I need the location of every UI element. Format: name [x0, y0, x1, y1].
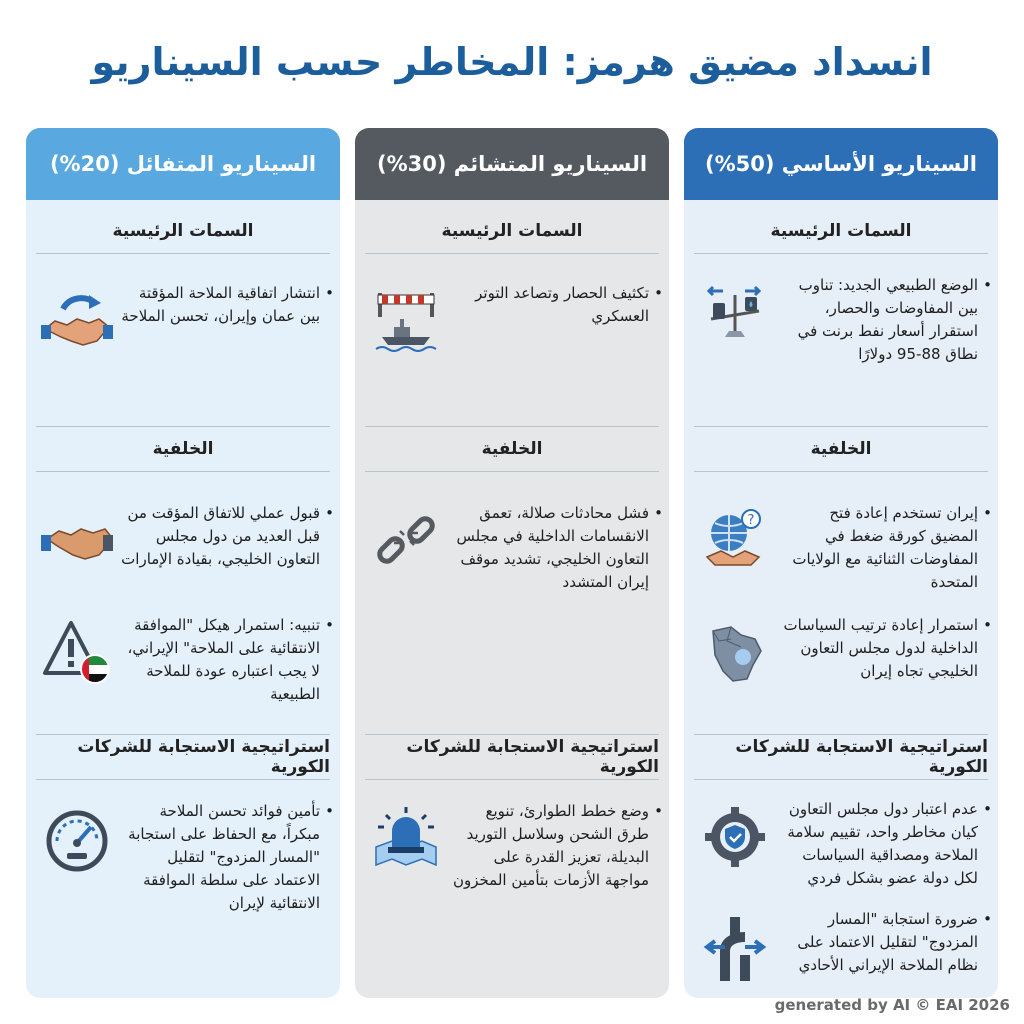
column-pessimistic-scenario	[355, 128, 669, 998]
item-text: • ضرورة استجابة "المسار المزدوج" لتقليل الاعتماد على نظام الملاحة الإيراني الأحادي	[774, 908, 998, 977]
column-base-scenario	[684, 128, 998, 998]
list-item	[355, 282, 669, 360]
item-text: • تأمين فوائد تحسن الملاحة مبكراً، مع الحفاظ على استجابة "المسار المزدوج" لتقليل الاعتماد على سلطة الموافقة الانتقائية لإيران	[116, 800, 340, 915]
column-header: السيناريو المتفائل (20%)	[26, 128, 340, 200]
gulf-map-icon	[696, 614, 774, 692]
svg-text:?: ?	[747, 513, 755, 528]
page-title: انسداد مضيق هرمز: المخاطر حسب السيناريو	[91, 40, 933, 84]
globe-handshake-icon	[696, 502, 774, 580]
section-title-features: السمات الرئيسية	[694, 208, 988, 254]
column-header: السيناريو المتشائم (30%)	[355, 128, 669, 200]
list-item	[355, 800, 669, 892]
item-text: • قبول عملي للاتفاق المؤقت من قبل العديد من دول مجلس التعاون الخليجي، بقيادة الإمارات	[116, 502, 340, 571]
gear-shield-icon	[696, 798, 774, 876]
list-item	[684, 274, 998, 366]
section-title-background: الخلفية	[36, 426, 330, 472]
warning-uae-icon	[38, 614, 116, 692]
section-title-features: السمات الرئيسية	[365, 208, 659, 254]
section-title-strategy: استراتيجية الاستجابة للشركات الكورية	[694, 734, 988, 780]
list-item	[26, 800, 340, 915]
item-text: • تكثيف الحصار وتصاعد التوتر العسكري	[445, 282, 669, 328]
list-item	[355, 502, 669, 594]
item-text: • وضع خطط الطوارئ، تنويع طرق الشحن وسلاسل التوريد البديلة، تعزيز القدرة على مواجهة الأزمات بتأمين المخزون	[445, 800, 669, 892]
section-title-background: الخلفية	[365, 426, 659, 472]
barrier-ship-icon	[367, 282, 445, 360]
footer-credit: generated by AI © EAI 2026	[774, 996, 1010, 1014]
column-optimistic-scenario	[26, 128, 340, 998]
alarm-map-icon	[367, 800, 445, 878]
handshake-icon	[38, 502, 116, 580]
section-title-background: الخلفية	[694, 426, 988, 472]
handshake-arrow-icon	[38, 282, 116, 360]
section-title-features: السمات الرئيسية	[36, 208, 330, 254]
item-text: • الوضع الطبيعي الجديد: تناوب بين المفاوضات والحصار، استقرار أسعار نفط برنت في نطاق 88-95 دولارًا	[774, 274, 998, 366]
item-text: • عدم اعتبار دول مجلس التعاون كيان مخاطر واحد، تقييم سلامة الملاحة ومصداقية السياسات لكل دولة عضو بشكل فردي	[774, 798, 998, 890]
oil-balance-icon	[696, 274, 774, 352]
item-text: • تنبيه: استمرار هيكل "الموافقة الانتقائية على الملاحة" الإيراني، لا يجب اعتباره عودة للملاحة الطبيعية	[116, 614, 340, 706]
speedometer-icon	[38, 800, 116, 878]
dual-path-icon	[696, 908, 774, 986]
list-item	[684, 798, 998, 890]
list-item	[684, 614, 998, 692]
item-text: • انتشار اتفاقية الملاحة المؤقتة بين عمان وإيران، تحسن الملاحة	[116, 282, 340, 328]
list-item	[26, 614, 340, 706]
section-title-strategy: استراتيجية الاستجابة للشركات الكورية	[365, 734, 659, 780]
item-text: • فشل محادثات صلالة، تعمق الانقسامات الداخلية في مجلس التعاون الخليجي، تشديد موقف إيران المتشدد	[445, 502, 669, 594]
list-item	[26, 282, 340, 360]
item-text: • إيران تستخدم إعادة فتح المضيق كورقة ضغط في المفاوضات الثنائية مع الولايات المتحدة	[774, 502, 998, 594]
list-item	[684, 502, 998, 594]
section-title-strategy: استراتيجية الاستجابة للشركات الكورية	[36, 734, 330, 780]
item-text: • استمرار إعادة ترتيب السياسات الداخلية لدول مجلس التعاون الخليجي تجاه إيران	[774, 614, 998, 683]
column-header: السيناريو الأساسي (50%)	[684, 128, 998, 200]
list-item	[684, 908, 998, 986]
list-item	[26, 502, 340, 580]
broken-chain-icon	[367, 502, 445, 580]
